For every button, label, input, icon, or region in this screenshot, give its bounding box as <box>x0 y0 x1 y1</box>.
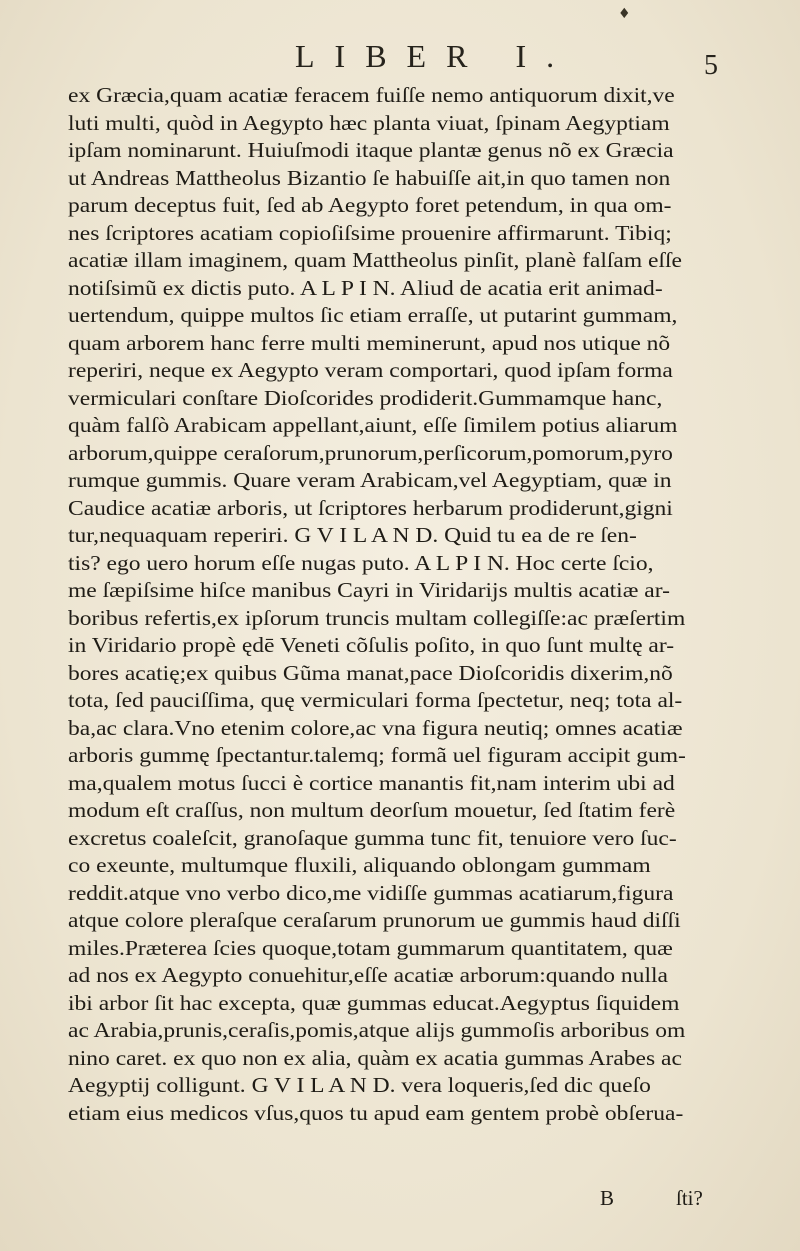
text-line: atque colore pleraſque ceraſarum prunorum ue gummis haud diſſi <box>68 908 681 932</box>
text-line: ad nos ex Aegypto conuehitur,eſſe acatiæ arborum:quando nulla <box>68 963 668 987</box>
text-line: miles.Præterea ſcies quoque,totam gummarum quantitatem, quæ <box>68 935 673 960</box>
text-line: uertendum, quippe multos ſic etiam erraſſe, ut putarint gummam, <box>68 303 678 327</box>
text-line: ex Græcia,quam acatiæ feracem fuiſſe nemo antiquorum dixit,ve <box>68 83 675 107</box>
text-line: etiam eius medicos vſus,quos tu apud eam gentem probè obſerua- <box>68 1100 684 1125</box>
text-line: Aegyptij colligunt. G V I L A N D. vera loqueris,ſed dic queſo <box>68 1073 651 1097</box>
text-line: reperiri, neque ex Aegypto veram comportari, quod ipſam forma <box>68 358 673 382</box>
text-line: quàm falſò Arabicam appellant,aiunt, eſſe ſimilem potius aliarum <box>68 413 678 437</box>
body-text <box>68 82 768 1127</box>
text-line: in Viridario propè ędē Veneti cõſulis poſito, in quo ſunt multę ar- <box>68 633 675 657</box>
text-line: nes ſcriptores acatiam copioſiſsime prouenire affirmarunt. Tibiq; <box>68 220 672 245</box>
text-line: ma,qualem motus ſucci è cortice manantis fit,nam interim ubi ad <box>68 770 675 795</box>
text-line: notiſsimũ ex dictis puto. A L P I N. Aliud de acatia erit animad- <box>68 275 663 300</box>
text-line: excretus coaleſcit, granoſaque gumma tunc fit, tenuiore vero ſuc- <box>68 825 677 850</box>
text-line: tota, ſed pauciſſima, quę vermiculari forma ſpectetur, neq; tota al- <box>68 688 683 712</box>
text-line: co exeunte, multumque fluxili, aliquando oblongam gummam <box>68 853 651 877</box>
running-title <box>295 38 574 75</box>
text-line: ba,ac clara.Vno etenim colore,ac vna figura neutiq; omnes acatiæ <box>68 715 683 740</box>
text-line: modum eſt craſſus, non multum deorſum mouetur, ſed ſtatim ferè <box>68 798 676 822</box>
text-line: acatiæ illam imaginem, quam Mattheolus pinſit, planè falſam eſſe <box>68 248 682 272</box>
text-line: ipſam nominarunt. Huiuſmodi itaque plantæ genus nõ ex Græcia <box>68 138 674 162</box>
text-line: luti multi, quòd in Aegypto hæc planta viuat, ſpinam Aegyptiam <box>68 110 670 135</box>
text-line: arboris gummę ſpectantur.talemq; formã uel figuram accipit gum- <box>68 743 686 767</box>
text-line: ut Andreas Mattheolus Bizantio ſe habuiſſe ait,in quo tamen non <box>68 165 671 190</box>
text-line: vermiculari conſtare Dioſcorides prodiderit.Gummamque hanc, <box>68 385 663 410</box>
text-line: me ſæpiſsime hiſce manibus Cayri in Viridarijs multis acatiæ ar- <box>68 578 670 602</box>
corner-mark: ♦ <box>618 6 631 22</box>
text-line: tis? ego uero horum eſſe nugas puto. A L P I N. Hoc certe ſcio, <box>68 550 654 575</box>
signature-mark: B <box>600 1186 615 1210</box>
text-line: arborum,quippe ceraſorum,prunorum,perſicorum,pomorum,pyro <box>68 440 673 465</box>
text-line: parum deceptus fuit, ſed ab Aegypto foret petendum, in qua om- <box>68 193 672 217</box>
text-line: reddit.atque vno verbo dico,me vidiſſe gummas acatiarum,figura <box>68 880 674 905</box>
text-line: bores acatię;ex quibus Gũma manat,pace Dioſcoridis dixerim,nõ <box>68 660 673 685</box>
text-line: tur,nequaquam reperiri. G V I L A N D. Quid tu ea de re ſen- <box>68 523 637 547</box>
text-line: boribus refertis,ex ipſorum truncis multam collegiſſe:ac præſertim <box>68 605 686 630</box>
text-line: Caudice acatiæ arboris, ut ſcriptores herbarum prodiderunt,gigni <box>68 495 673 520</box>
text-line: rumque gummis. Quare veram Arabicam,vel Aegyptiam, quæ in <box>68 468 672 492</box>
page-footer <box>0 1186 800 1216</box>
running-title-suffix: I. <box>515 38 575 74</box>
page-header <box>0 38 800 84</box>
page-number: 5 <box>704 50 718 81</box>
text-line: ibi arbor ſit hac excepta, quæ gummas educat.Aegyptus ſiquidem <box>68 990 680 1015</box>
catchword: ſti? <box>676 1186 703 1210</box>
text-line: nino caret. ex quo non ex alia, quàm ex acatia gummas Arabes ac <box>68 1045 682 1070</box>
text-line: ac Arabia,prunis,ceraſis,pomis,atque alijs gummoſis arboribus om <box>68 1018 686 1042</box>
text-line: quam arborem hanc ferre multi meminerunt, apud nos utique nõ <box>68 330 671 355</box>
running-title-word: LIBER <box>295 38 488 74</box>
